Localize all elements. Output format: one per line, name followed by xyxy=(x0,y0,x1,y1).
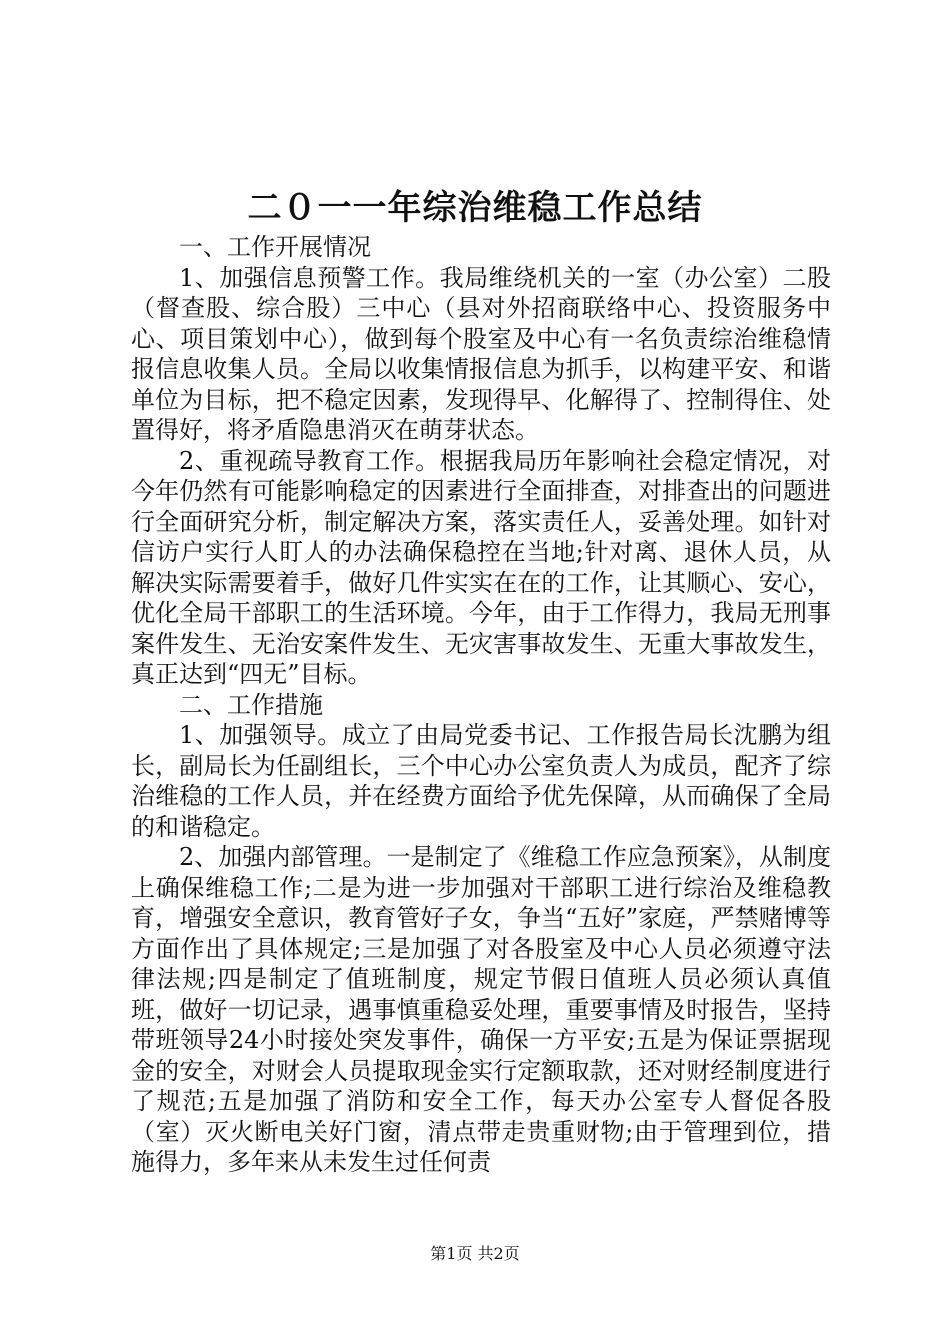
paragraph-info-warning: 1、加强信息预警工作。我局维绕机关的一室（办公室）二股（督查股、综合股）三中心（县对外招商联络中心、投资服务中心、项目策划中心），做到每个股室及中心有一名负责综治维稳情报信息收集人员。全局以收集情报信息为抓手，以构建平安、和谐单位为目标，把不稳定因素，发现得早、化解得了、控制得住、处置得好，将矛盾隐患消灭在萌芽状态。 xyxy=(131,263,831,444)
document-body xyxy=(131,232,831,1178)
paragraph-internal-management: 2、加强内部管理。一是制定了《维稳工作应急预案》，从制度上确保维稳工作;二是为进一步加强对干部职工进行综治及维稳教育，增强安全意识，教育管好子女，争当“五好”家庭，严禁赌博等方面作出了具体规定;三是加强了对各股室及中心人员必须遵守法律法规;四是制定了值班制度，规定节假日值班人员必须认真值班，做好一切记录，遇事慎重稳妥处理，重要事情及时报告，坚持带班领导24小时接处突发事件，确保一方平安;五是为保证票据现金的安全，对财会人员提取现金实行定额取款，还对财经制度进行了规范;五是加强了消防和安全工作，每天办公室专人督促各股（室）灭火断电关好门窗，清点带走贵重财物;由于管理到位，措施得力，多年来从未发生过任何责 xyxy=(131,843,831,1176)
section-heading-1: 一、工作开展情况 xyxy=(179,233,371,261)
paragraph-leadership: 1、加强领导。成立了由局党委书记、工作报告局长沈鹏为组长，副局长为任副组长，三个中心办公室负责人为成员，配齐了综治维稳的工作人员，并在经费方面给予优先保障，从而确保了全局的和谐稳定。 xyxy=(131,721,831,841)
paragraph-guidance-education: 2、重视疏导教育工作。根据我局历年影响社会稳定情况，对今年仍然有可能影响稳定的因素进行全面排查，对排查出的问题进行全面研究分析，制定解决方案，落实责任人，妥善处理。如针对信访户实行人盯人的办法确保稳控在当地;针对离、退休人员，从解决实际需要着手，做好几件实实在在的工作，让其顺心、安心，优化全局干部职工的生活环境。今年，由于工作得力，我局无刑事案件发生、无治安案件发生、无灾害事故发生、无重大事故发生，真正达到“四无”目标。 xyxy=(131,446,831,688)
page-footer: 第1页 共2页 xyxy=(430,1244,520,1263)
section-heading-2: 二、工作措施 xyxy=(179,690,323,719)
document-title: 二０一一年综治维稳工作总结 xyxy=(247,188,703,228)
